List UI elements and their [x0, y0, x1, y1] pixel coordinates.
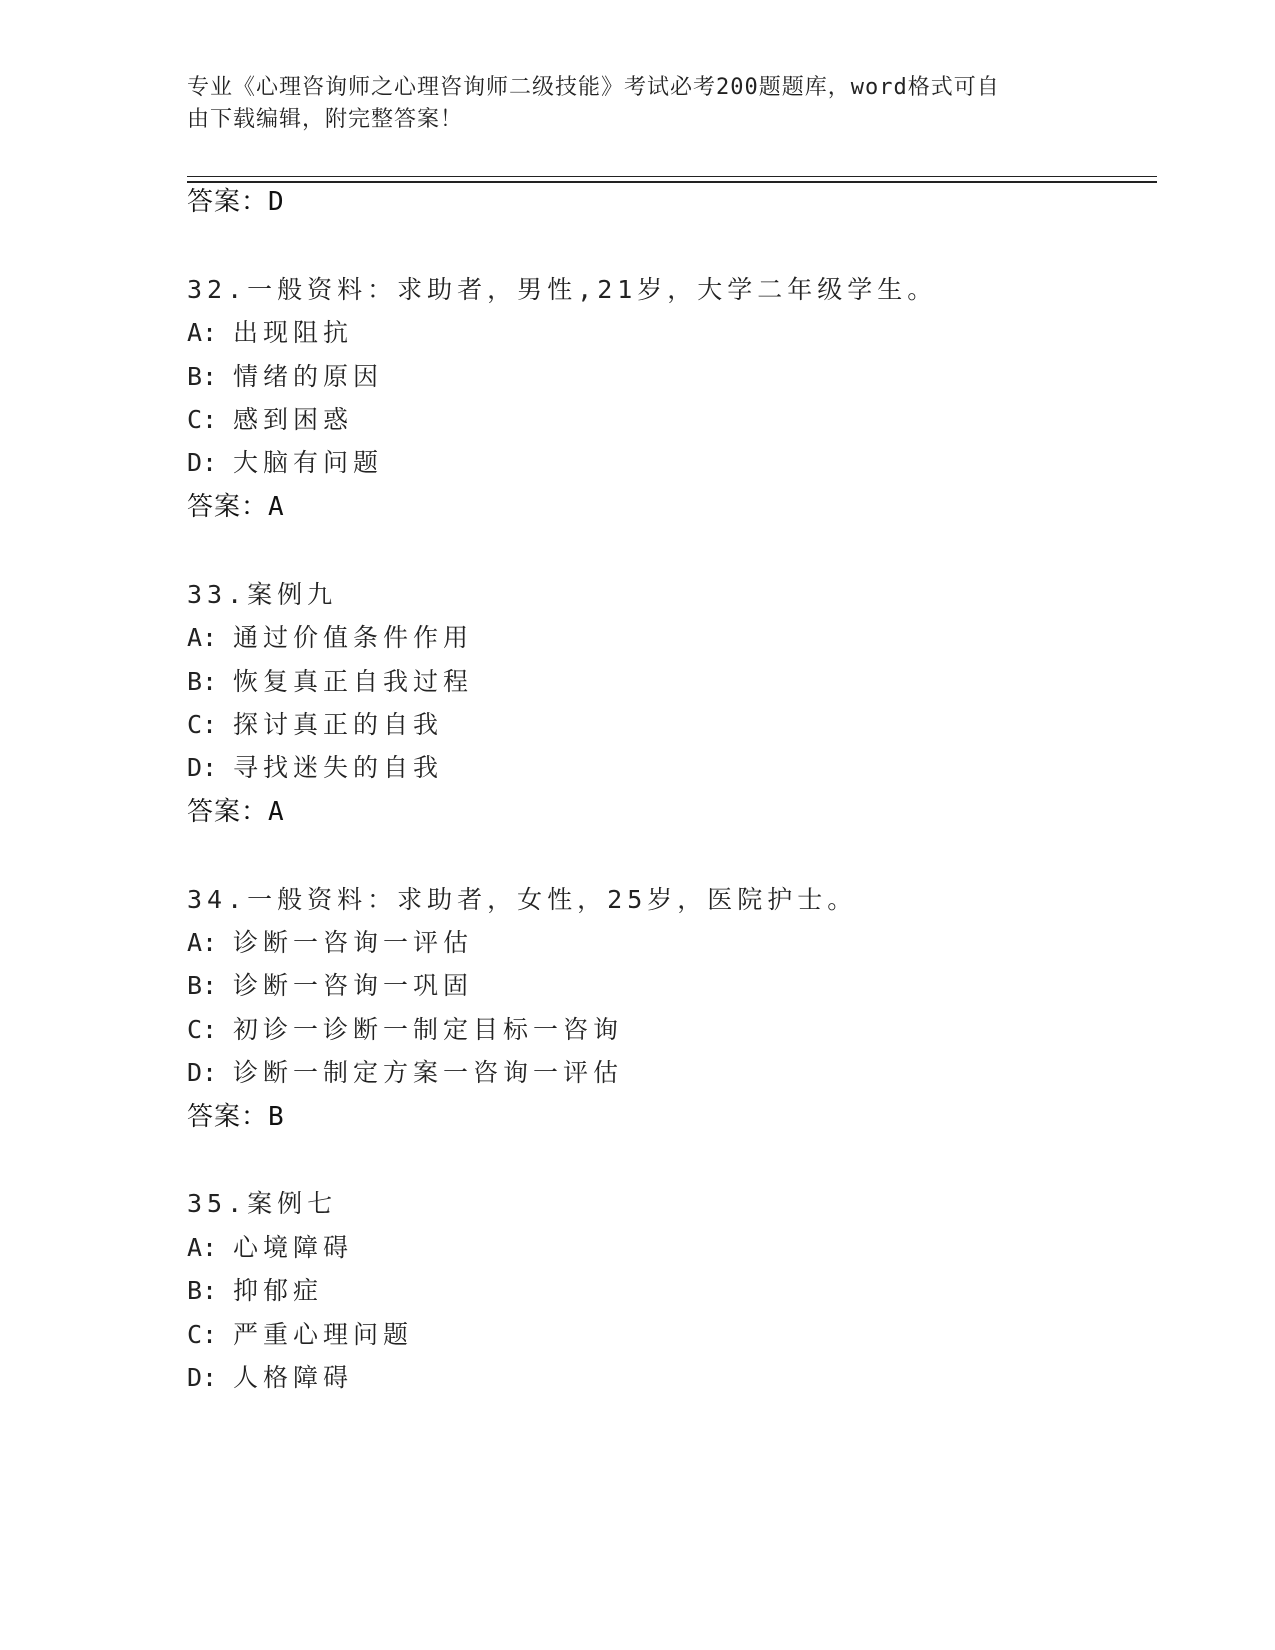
option-label: A:: [187, 623, 218, 652]
header-divider-thin: [187, 176, 1157, 177]
question-35-option-c: [187, 1318, 413, 1352]
question-32-answer: 答案：A: [187, 492, 285, 522]
option-text: 寻找迷失的自我: [233, 753, 444, 782]
option-label: B:: [187, 667, 218, 696]
header-line-2: 由下载编辑，附完整答案！: [187, 107, 464, 132]
option-text: 大脑有问题: [233, 448, 384, 477]
option-text: 探讨真正的自我: [233, 710, 444, 739]
question-33-option-a: [187, 621, 473, 655]
question-34-option-b: [187, 969, 473, 1003]
document-header: [187, 72, 1067, 136]
question-34-answer: 答案：B: [187, 1102, 285, 1132]
header-line-1: 专业《心理咨询师之心理咨询师二级技能》考试必考200题题库，word格式可自: [187, 75, 1000, 100]
option-text: 感到困惑: [233, 405, 354, 434]
option-text: 初诊一诊断一制定目标一咨询: [233, 1015, 624, 1044]
option-label: D:: [187, 1058, 218, 1087]
question-32-option-a: [187, 316, 353, 350]
question-33-answer: 答案：A: [187, 797, 285, 827]
option-text: 诊断一咨询一评估: [233, 928, 474, 957]
question-35-option-b: [187, 1274, 323, 1308]
option-label: D:: [187, 1363, 218, 1392]
option-label: D:: [187, 753, 218, 782]
question-34-option-a: [187, 926, 473, 960]
question-32-option-b: [187, 360, 383, 394]
question-34-option-d: [187, 1056, 623, 1090]
option-label: B:: [187, 1276, 218, 1305]
previous-answer: 答案：D: [187, 187, 285, 217]
header-divider-thick: [187, 181, 1157, 183]
option-text: 严重心理问题: [233, 1320, 414, 1349]
option-text: 恢复真正自我过程: [233, 667, 474, 696]
option-text: 出现阻抗: [233, 318, 354, 347]
question-34-stem: 34.一般资料：求助者，女性，25岁，医院护士。: [187, 885, 858, 914]
option-text: 诊断一制定方案一咨询一评估: [233, 1058, 624, 1087]
option-label: C:: [187, 710, 218, 739]
question-32-stem: 32.一般资料：求助者，男性,21岁，大学二年级学生。: [187, 275, 938, 304]
option-label: D:: [187, 448, 218, 477]
question-35-stem: 35.案例七: [187, 1189, 338, 1218]
question-34-option-c: [187, 1013, 623, 1047]
question-32-option-c: [187, 403, 353, 437]
option-text: 情绪的原因: [233, 362, 384, 391]
question-33-option-c: [187, 708, 443, 742]
option-label: B:: [187, 362, 218, 391]
option-label: C:: [187, 1015, 218, 1044]
option-text: 人格障碍: [233, 1363, 354, 1392]
question-35-option-d: [187, 1361, 353, 1395]
option-label: A:: [187, 928, 218, 957]
question-32-option-d: [187, 446, 383, 480]
question-35-option-a: [187, 1231, 353, 1265]
option-label: C:: [187, 405, 218, 434]
option-label: B:: [187, 971, 218, 1000]
question-33-option-d: [187, 751, 443, 785]
question-33-stem: 33.案例九: [187, 580, 338, 609]
option-text: 抑郁症: [233, 1276, 324, 1305]
option-text: 心境障碍: [233, 1233, 354, 1262]
option-label: A:: [187, 318, 218, 347]
option-label: C:: [187, 1320, 218, 1349]
option-text: 诊断一咨询一巩固: [233, 971, 474, 1000]
option-text: 通过价值条件作用: [233, 623, 474, 652]
question-33-option-b: [187, 665, 473, 699]
option-label: A:: [187, 1233, 218, 1262]
